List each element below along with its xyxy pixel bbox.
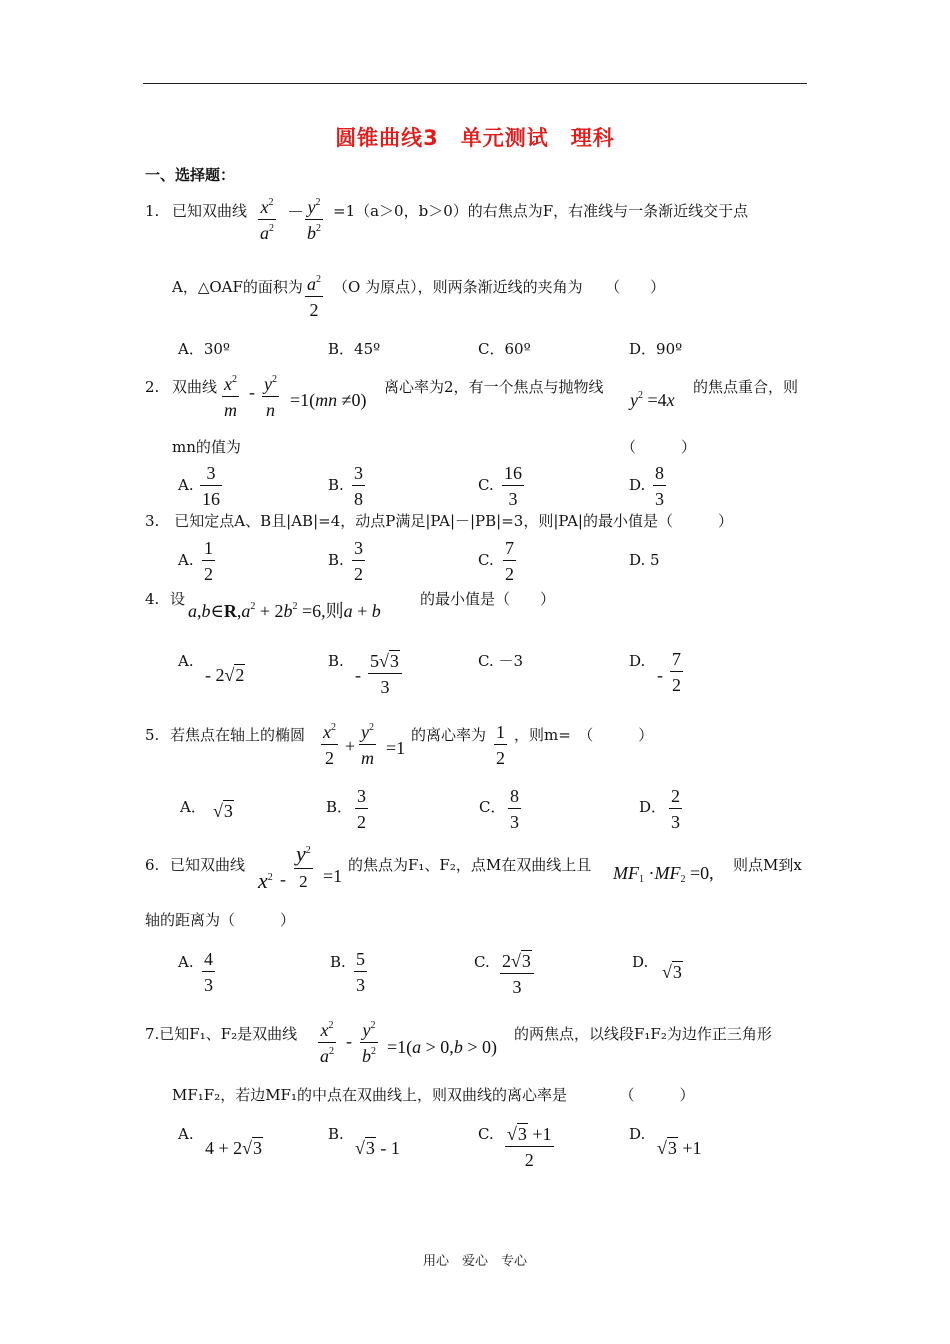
q7-option-a-value: 4 + 2√3 [205,1138,263,1158]
q2-paren: （ ） [621,438,697,456]
q5-option-b-frac: $\frac{3}{2}$ [357,786,366,832]
q3-option-c-label: C. [478,551,494,569]
top-rule [143,83,807,84]
q5-option-a-label: A． [180,798,206,816]
q7-option-b-value: √3 - 1 [355,1138,400,1158]
page-title: 圆锥曲线3 单元测试 理科 [335,126,615,150]
q4-option-c: C. －3 [478,652,524,670]
q7-option-a-label: A. [178,1125,194,1143]
q5-tail: ，则m= （ ） [514,726,654,744]
q6-minus: - [280,869,286,889]
q1-frac-a2-2: $\frac{a^2}{2}$ [307,274,321,320]
q1-line2b: （O 为原点），则两条渐近线的夹角为 （ ） [333,278,666,296]
q5-option-b-label: B． [326,798,353,816]
q5-option-c-label: C． [479,798,506,816]
q4-option-d-frac: $\frac{7}{2}$ [672,649,681,695]
q6-equals: =1 [323,866,343,886]
q6-option-b-frac: $\frac{5}{3}$ [356,949,365,995]
q5-option-c-frac: $\frac{8}{3}$ [510,786,519,832]
q6-x2: $x^2$ [258,868,273,893]
q7-minus: - [346,1031,352,1051]
q4-option-b-frac: $\frac{5√3}{3}$ [368,650,402,696]
q1-option-b: B．45º [328,340,381,358]
q1-option-c: C．60º [478,340,531,358]
q5-frac-y2m: $\frac{y^2}{m}$ [361,722,374,768]
q2-minus: - [249,382,255,402]
q7-line2: MF₁F₂，若边MF₁的中点在双曲线上，则双曲线的离心率是 （ ） [172,1086,695,1104]
q2-option-d-frac: $\frac{8}{3}$ [655,463,664,509]
q6-line2: 轴的距离为（ ） [145,911,296,929]
q7-option-c-label: C. [478,1125,494,1143]
q3-option-a-label: A. [178,551,194,569]
q1-tail: =1（a＞0，b＞0）的右焦点为F，右准线与一条渐近线交于点 [333,202,749,220]
q4-option-a-value: - 2√2 [205,665,245,685]
q7-option-d-label: D. [629,1125,646,1143]
q1-option-d: D．90º [629,340,683,358]
q3-option-b-frac: $\frac{3}{2}$ [354,538,363,584]
q4-option-b-label: B. [328,652,344,670]
q1-lead: 已知双曲线 [172,202,248,220]
q6-option-c-label: C. [474,953,490,971]
q6-option-b-label: B. [330,953,346,971]
q7-tail: 的两焦点，以线段F₁F₂为边作正三角形 [514,1025,772,1043]
q2-lead: 双曲线 [172,378,218,396]
q7-condition: =1(a > 0,b > 0) [387,1037,497,1057]
q3-option-c-frac: $\frac{7}{2}$ [505,538,514,584]
q6-option-d-value: √3 [662,962,682,982]
q4-tail: 的最小值是（ ） [420,590,556,608]
q4-option-a-label: A. [178,652,194,670]
q2-number: 2. [145,378,160,396]
q2-mid: 离心率为2，有一个焦点与抛物线 [384,378,604,396]
q4-option-d-label: D. [629,652,646,670]
q5-lead: 若焦点在轴上的椭圆 [170,726,306,744]
q2-line2: mn的值为 [172,438,241,456]
q7-frac-y2b2: $\frac{y^2}{b^2}$ [362,1020,376,1066]
q7-lead: 7.已知F₁、F₂是双曲线 [145,1025,298,1043]
q6-mid: 的焦点为F₁、F₂，点M在双曲线上且 [348,856,592,874]
q4-option-b-minus: - [355,665,361,685]
q3-text: 3. 已知定点A、B且|AB|=4，动点P满足|PA|－|PB|=3，则|PA|的最小值是（ ） [145,512,733,530]
q3-option-a-frac: $\frac{1}{2}$ [204,538,213,584]
q2-option-a-frac: $\frac{3}{16}$ [202,463,220,509]
q5-option-d-frac: $\frac{2}{3}$ [671,786,680,832]
q6-option-d-label: D. [632,953,649,971]
q1-line2a: A，△OAF的面积为 [172,278,303,296]
q2-option-a-label: A. [178,476,194,494]
q5-option-a-value: √3 [213,801,233,821]
q5-option-d-label: D． [639,798,667,816]
q2-parabola: $y^2 =4x$ [630,390,675,410]
q2-option-d-label: D. [629,476,646,494]
q5-frac-x2-2: $\frac{x^2}{2}$ [323,722,336,768]
section-heading: 一、选择题： [145,166,236,184]
q2-tail: 的焦点重合，则 [693,378,799,396]
q4-lead: 设 [170,590,186,608]
q6-option-a-label: A. [178,953,194,971]
q7-option-b-label: B. [328,1125,344,1143]
q2-option-c-frac: $\frac{16}{3}$ [504,463,522,509]
q6-lead: 已知双曲线 [170,856,246,874]
q2-option-b-label: B. [328,476,344,494]
q5-equals: =1 [386,738,406,758]
q6-frac-y2-2: $y^2$ 2 [296,841,311,891]
q4-option-d-minus: - [657,665,663,685]
q2-option-c-label: C. [478,476,494,494]
q1-number: 1. [145,202,160,220]
q2-frac-x2m: $\frac{x^2}{m}$ [224,374,237,420]
q6-option-c-frac: $\frac{2√3}{3}$ [500,950,534,996]
q3-option-b-label: B. [328,551,344,569]
q7-frac-x2a2: $\frac{x^2}{a^2}$ [320,1020,334,1066]
q6-dot-product: $MF_1 \cdot MF_2 =0$, [613,863,714,885]
q7-option-d-value: √3 +1 [657,1138,702,1158]
q1-frac-x2a2: $\frac{x^2}{a^2}$ [260,197,274,243]
q5-mid: 的离心率为 [411,726,487,744]
q2-frac-y2n: $\frac{y^2}{n}$ [264,374,277,420]
q4-number: 4. [145,590,160,608]
q4-condition: $a,b\in R,a^2 + 2b^2 =6$,则a + b [188,601,381,621]
q1-option-a: A．30º [178,340,230,358]
q5-number: 5. [145,726,160,744]
q5-frac-half: $\frac{1}{2}$ [496,722,505,768]
q1-frac-y2b2: $\frac{y^2}{b^2}$ [307,197,321,243]
q7-option-c-frac: $\frac{√3 +1}{2}$ [507,1124,552,1170]
q6-option-a-frac: $\frac{4}{3}$ [204,949,213,995]
q6-number: 6. [145,856,160,874]
q2-equation-rest: =1(mn ≠0) [290,390,367,410]
q3-option-d: D. 5 [629,551,660,569]
page-footer: 用心 爱心 专心 [422,1254,527,1269]
q5-plus: + [345,736,356,756]
q6-tail: 则点M到x [733,856,802,874]
q1-minus: － [287,203,304,222]
q2-option-b-frac: $\frac{3}{8}$ [354,463,363,509]
